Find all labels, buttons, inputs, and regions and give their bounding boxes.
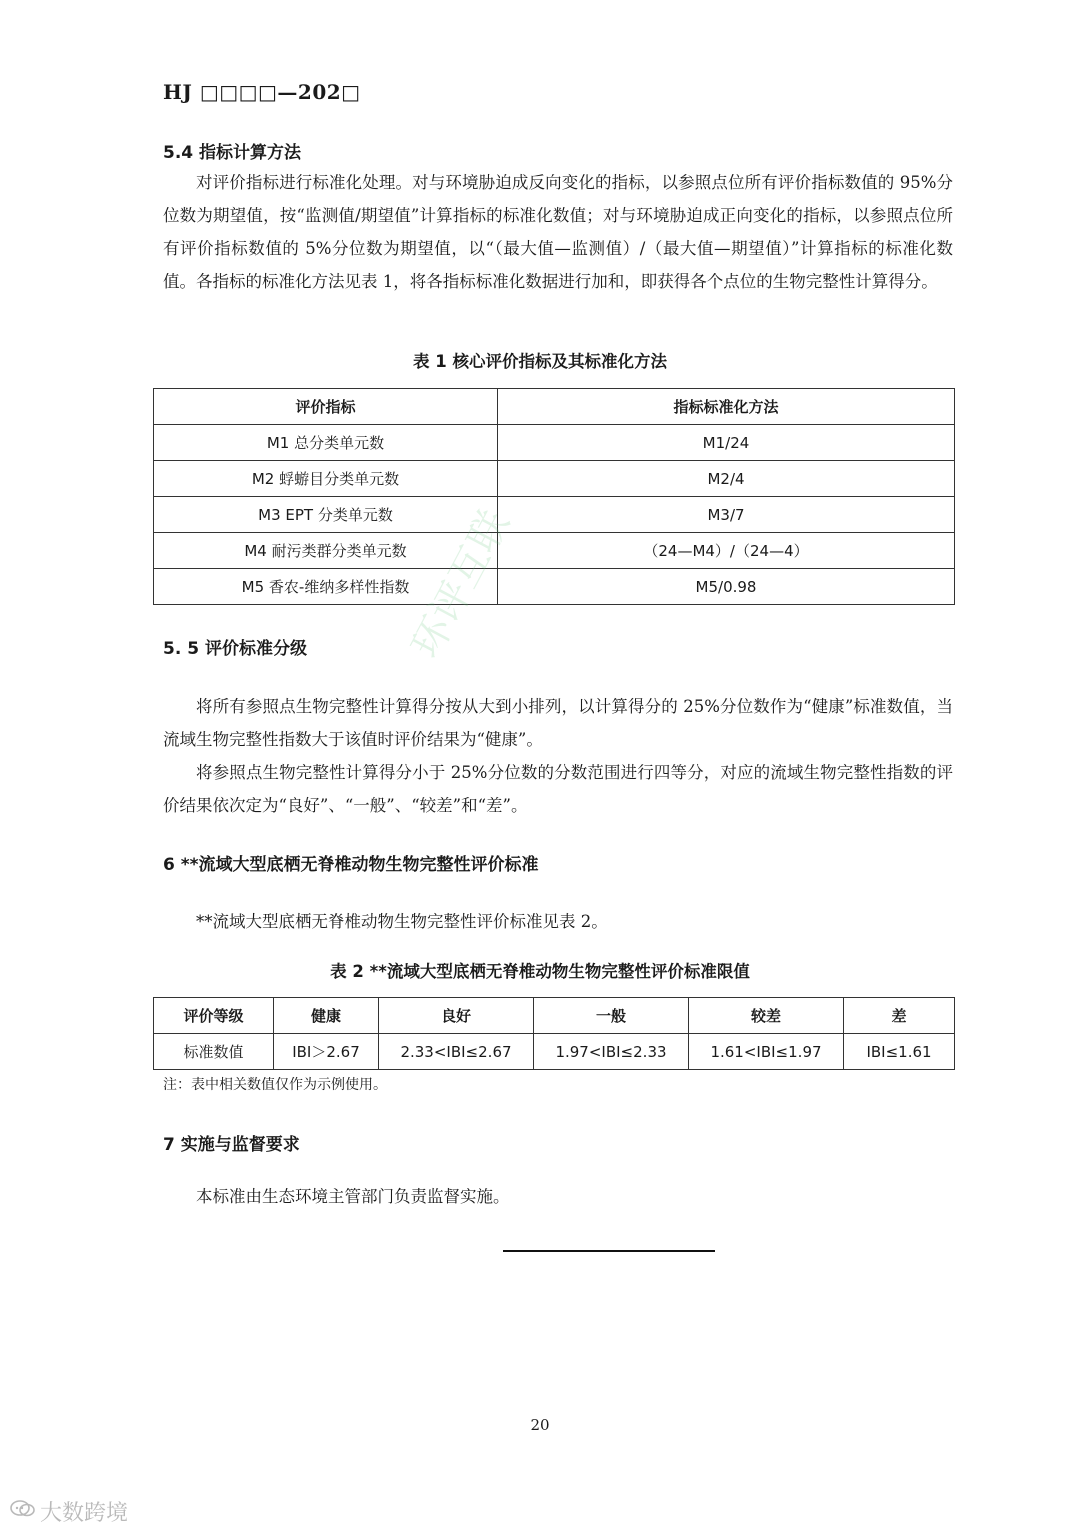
table-row — [154, 1034, 955, 1070]
section-7-text: 本标准由生态环境主管部门负责监督实施。 — [196, 1187, 510, 1206]
end-divider-line — [503, 1250, 715, 1252]
table1-cell: M4 耐污类群分类单元数 — [154, 533, 498, 569]
table-row — [154, 425, 955, 461]
table2-cell: IBI≤1.61 — [844, 1034, 955, 1070]
section-5-5-para1: 将所有参照点生物完整性计算得分按从大到小排列，以计算得分的 25%分位数作为“健康”标准数值，当流域生物完整性指数大于该值时评价结果为“健康”。 — [163, 697, 953, 749]
table1-cell: M2/4 — [498, 461, 955, 497]
table1-header-method: 指标标准化方法 — [498, 389, 955, 425]
table2-header-cell: 一般 — [534, 998, 689, 1034]
table2-evaluation-limits — [153, 997, 955, 1070]
table-row — [154, 569, 955, 605]
table2-header-cell: 评价等级 — [154, 998, 274, 1034]
page-number: 20 — [530, 1416, 550, 1434]
table2-header-cell: 较差 — [689, 998, 844, 1034]
table-row — [154, 533, 955, 569]
watermark: 环评互联 — [402, 502, 519, 666]
section-6-text: **流域大型底栖无脊椎动物生物完整性评价标准见表 2。 — [196, 912, 608, 931]
table1-cell: M1/24 — [498, 425, 955, 461]
table2-caption: 表 2 **流域大型底栖无脊椎动物生物完整性评价标准限值 — [330, 962, 750, 981]
brand-watermark — [10, 1496, 128, 1527]
section-5-4-title: 5.4 指标计算方法 — [163, 143, 302, 163]
standard-code-header: HJ □□□□—202□ — [163, 80, 361, 104]
table1-cell: M5/0.98 — [498, 569, 955, 605]
table1-header-indicator: 评价指标 — [154, 389, 498, 425]
table-row — [154, 497, 955, 533]
table1-cell: M2 蜉蝣目分类单元数 — [154, 461, 498, 497]
chat-logo-icon — [10, 1499, 36, 1524]
table1-cell: M1 总分类单元数 — [154, 425, 498, 461]
table2-header-row — [154, 998, 955, 1034]
section-5-4-text: 对评价指标进行标准化处理。对与环境胁迫成反向变化的指标，以参照点位所有评价指标数值的 95%分位数为期望值，按“监测值/期望值”计算指标的标准化数值；对与环境胁迫成正向变化的指标，以参照点位所有评价指标数值的 5%分位数为期望值，以“（最大值—监测值）/（最大值—期望值）”计算指标的标准化数值。各指标的标准化方法见表 1，将各指标标准化数据进行加和，即获得各个点位的生物完整性计算得分。 — [163, 173, 953, 291]
table-row — [154, 461, 955, 497]
brand-name: 大数跨境 — [40, 1501, 129, 1526]
section-6-title: 6 **流域大型底栖无脊椎动物生物完整性评价标准 — [163, 855, 539, 875]
table1-cell: M3 EPT 分类单元数 — [154, 497, 498, 533]
table1-cell: M5 香农-维纳多样性指数 — [154, 569, 498, 605]
table2-cell: IBI＞2.67 — [274, 1034, 379, 1070]
section-5-5-para2: 将参照点生物完整性计算得分小于 25%分位数的分数范围进行四等分，对应的流域生物完整性指数的评价结果依次定为“良好”、“一般”、“较差”和“差”。 — [163, 763, 953, 815]
table2-note: 注：表中相关数值仅作为示例使用。 — [163, 1077, 387, 1093]
table1-cell: （24—M4）/（24—4） — [498, 533, 955, 569]
table1-caption: 表 1 核心评价指标及其标准化方法 — [413, 352, 667, 371]
table2-cell: 1.97<IBI≤2.33 — [534, 1034, 689, 1070]
table1-core-indicators — [153, 388, 955, 605]
section-7-title: 7 实施与监督要求 — [163, 1135, 300, 1155]
table2-cell: 1.61<IBI≤1.97 — [689, 1034, 844, 1070]
table2-header-cell: 良好 — [379, 998, 534, 1034]
table2-cell: 2.33<IBI≤2.67 — [379, 1034, 534, 1070]
table1-header-row — [154, 389, 955, 425]
table1-cell: M3/7 — [498, 497, 955, 533]
table2-cell: 标准数值 — [154, 1034, 274, 1070]
table2-header-cell: 差 — [844, 998, 955, 1034]
table2-header-cell: 健康 — [274, 998, 379, 1034]
section-5-5-title: 5. 5 评价标准分级 — [163, 639, 307, 659]
